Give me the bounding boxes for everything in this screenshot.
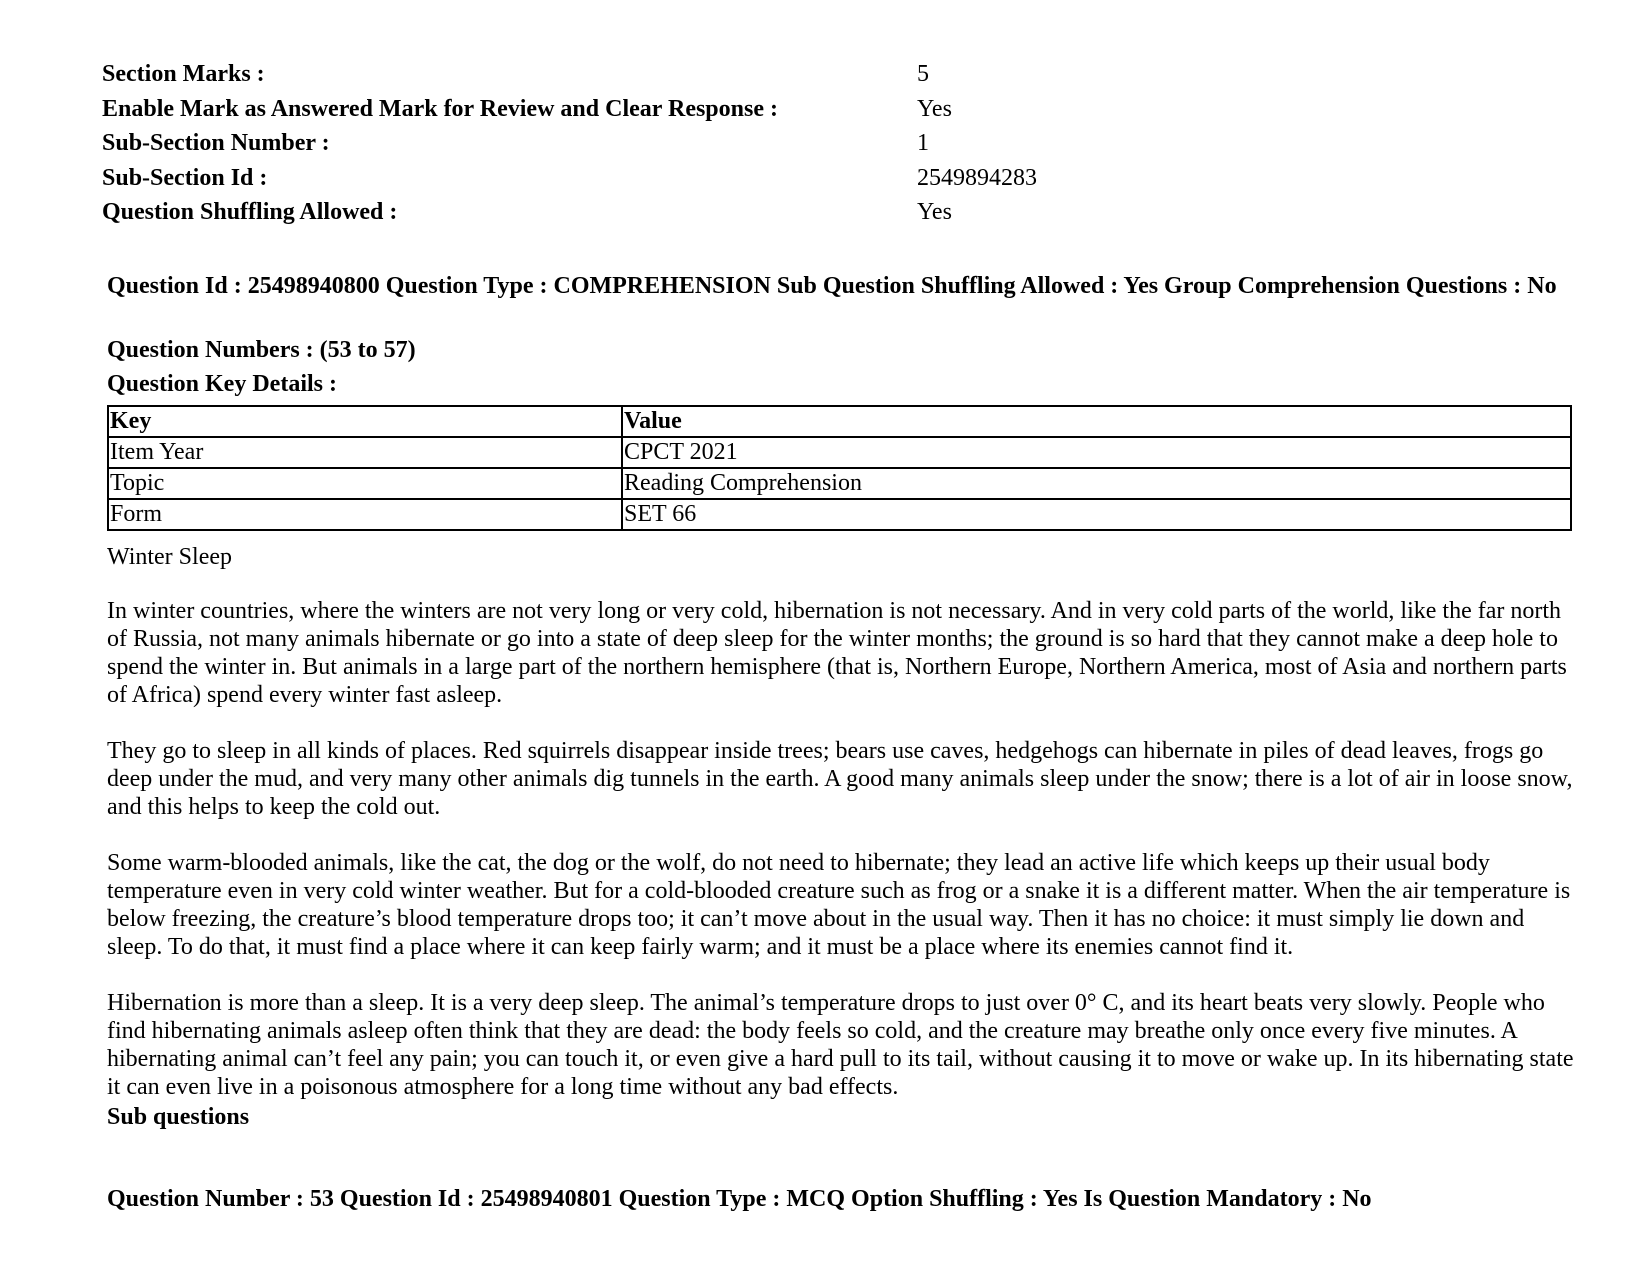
table-cell-value: CPCT 2021 bbox=[622, 437, 1571, 468]
passage-paragraph: Some warm-blooded animals, like the cat, the dog or the wolf, do not need to hibernate; they lead an active life which keeps up their usual body temperature even in very cold winter weather. But for a cold-blooded creature such as frog or a snake it is a different matter. When the air temperature is below freezing, the creature’s blood temperature drops too; it can’t move about in the usual way. Then it has no choice: it must simply lie down and sleep. To do that, it must find a place where it can keep fairly warm; and it must be a place where its enemies cannot find it. bbox=[107, 850, 1571, 960]
passage-paragraph: Hibernation is more than a sleep. It is a very deep sleep. The animal’s temperature drops to just over 0° C, and its heart beats very slowly. People who find hibernating animals asleep often think that they are dead: the body feels so cold, and the creature may breathe only once every five minutes. A hibernating animal can’t feel any pain; you can touch it, or even give a hard pull to its tail, without causing it to move or wake up. In its hibernating state it can even live in a poisonous atmosphere for a long time without any bad effects. bbox=[107, 990, 1574, 1100]
meta-row-enable-mark bbox=[102, 92, 1502, 127]
table-cell-key: Topic bbox=[108, 468, 622, 499]
section-meta bbox=[102, 57, 1502, 230]
meta-key: Question Shuffling Allowed : bbox=[102, 199, 398, 225]
table-cell-key: Form bbox=[108, 499, 622, 530]
table-row bbox=[108, 468, 1571, 499]
meta-value: 2549894283 bbox=[917, 164, 1037, 191]
meta-value: Yes bbox=[917, 95, 952, 122]
question-key-table bbox=[107, 405, 1572, 531]
table-row bbox=[108, 437, 1571, 468]
table-cell-value: SET 66 bbox=[622, 499, 1571, 530]
table-row bbox=[108, 499, 1571, 530]
table-cell-value: Reading Comprehension bbox=[622, 468, 1571, 499]
meta-value: 5 bbox=[917, 61, 929, 87]
meta-value: 1 bbox=[917, 130, 929, 156]
passage-paragraph: In winter countries, where the winters are not very long or very cold, hibernation is not necessary. And in very cold parts of the world, like the far north of Russia, not many animals hibernate or go into a state of deep sleep for the winter months; the ground is so hard that they cannot make a deep hole to spend the winter in. But animals in a large part of the northern hemisphere (that is, Northern Europe, Northern America, most of Asia and northern parts of Africa) spend every winter fast asleep. bbox=[107, 598, 1567, 708]
meta-key: Section Marks : bbox=[102, 61, 265, 87]
table-header-row bbox=[108, 406, 1571, 437]
passage-paragraph: They go to sleep in all kinds of places. Red squirrels disappear inside trees; bears use caves, hedgehogs can hibernate in piles of dead leaves, frogs go deep under the mud, and very many other animals dig tunnels in the earth. A good many animals sleep under the snow; there is a lot of air in loose snow, and this helps to keep the cold out. bbox=[107, 738, 1573, 820]
sub-question-header: Question Number : 53 Question Id : 25498940801 Question Type : MCQ Option Shuffling : Yes Is Question Mandatory : No bbox=[107, 1186, 1372, 1212]
table-cell-key: Item Year bbox=[108, 437, 622, 468]
meta-key: Enable Mark as Answered Mark for Review and Clear Response : bbox=[102, 95, 778, 122]
meta-row-sub-section-id bbox=[102, 161, 1502, 196]
comprehension-passage bbox=[107, 543, 1577, 1131]
meta-value: Yes bbox=[917, 199, 952, 225]
meta-key: Sub-Section Id : bbox=[102, 164, 268, 191]
question-header: Question Id : 25498940800 Question Type : COMPREHENSION Sub Question Shuffling Allowed : Yes Group Comprehension Questions : No bbox=[107, 273, 1557, 299]
meta-key: Sub-Section Number : bbox=[102, 130, 330, 156]
meta-row-question-shuffling bbox=[102, 195, 1502, 230]
meta-row-section-marks bbox=[102, 57, 1502, 92]
table-header-key: Key bbox=[108, 406, 622, 437]
question-key-details-label: Question Key Details : bbox=[107, 371, 337, 397]
table-header-value: Value bbox=[622, 406, 1571, 437]
sub-questions-label: Sub questions bbox=[107, 1104, 250, 1130]
question-numbers: Question Numbers : (53 to 57) bbox=[107, 337, 416, 363]
passage-title: Winter Sleep bbox=[107, 544, 232, 570]
meta-row-sub-section-number bbox=[102, 126, 1502, 161]
